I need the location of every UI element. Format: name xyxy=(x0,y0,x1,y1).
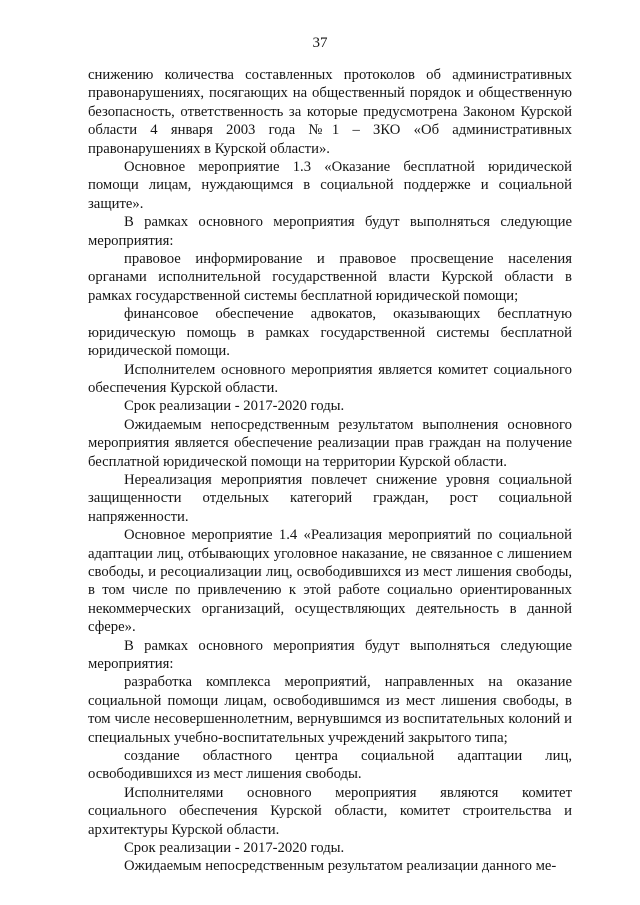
paragraph-measures-intro-1-4: В рамках основного мероприятия будут выполняться следующие мероприятия: xyxy=(88,637,572,672)
paragraph-term-1-4: Срок реализации - 2017-2020 годы. xyxy=(124,840,345,857)
paragraph-measure-1-4-title: Основное мероприятие 1.4 «Реализация мероприятий по социальной адаптации лиц, отбывающих уголовное наказание, не связанное с лишением свободы, и ресоциализации лиц, освободившихся из мест лишения свободы, в том числе по привлечению к этой работе социально ориентированных некоммерческих организаций, осуществляющих деятельность в данной сфере». xyxy=(88,527,572,636)
paragraph-continuation: снижению количества составленных протоколов об административных правонарушениях, посягающих на общественный порядок и общественную безопасность, ответственность за которые предусмотрена Законом Курской области 4 января 2003 года №1 – ЗКО «Об административных правонарушениях в Курской области». xyxy=(88,67,572,157)
paragraph-measure-1-3-title: Основное мероприятие 1.3 «Оказание бесплатной юридической помощи лицам, нуждающимся в социальной поддержке и социальной защите». xyxy=(88,159,572,212)
paragraph-expected-result-1-4: Ожидаемым непосредственным результатом реализации данного ме- xyxy=(124,858,557,875)
paragraph-measures-intro-1-3: В рамках основного мероприятия будут выполняться следующие мероприятия: xyxy=(88,214,572,249)
document-body xyxy=(88,66,572,876)
paragraph-executors-1-4: Исполнителями основного мероприятия являются комитет социального обеспечения Курской области, комитет строительства и архитектуры Курской области. xyxy=(88,784,572,838)
list-item-lawyer-funding: финансовое обеспечение адвокатов, оказывающих бесплатную юридическую помощь в рамках государственной системы бесплатной юридической помощи. xyxy=(88,306,572,360)
paragraph-non-implementation-1-3: Нереализация мероприятия повлечет снижение уровня социальной защищенности отдельных категорий граждан, рост социальной напряженности. xyxy=(88,471,572,525)
page-number: 37 xyxy=(312,35,328,51)
list-item-legal-information: правовое информирование и правовое просвещение населения органами исполнительной государственной власти Курской области в рамках государственной системы бесплатной юридической помощи; xyxy=(88,251,572,304)
list-item-adaptation-center: создание областного центра социальной адаптации лиц, освободившихся из мест лишения свободы. xyxy=(88,748,572,783)
paragraph-term-1-3: Срок реализации - 2017-2020 годы. xyxy=(124,398,345,415)
paragraph-expected-result-1-3: Ожидаемым непосредственным результатом выполнения основного мероприятия является обеспечение реализации прав граждан на получение бесплатной юридической помощи на территории Курской области. xyxy=(88,416,572,470)
paragraph-executor-1-3: Исполнителем основного мероприятия является комитет социального обеспечения Курской области. xyxy=(88,361,572,396)
list-item-social-assistance-plan: разработка комплекса мероприятий, направленных на оказание социальной помощи лицам, освободившимся из мест лишения свободы, в том числе несовершеннолетним, вернувшимся из воспитательных колоний и специальных учебно-воспитательных учреждений закрытого типа; xyxy=(88,674,572,746)
